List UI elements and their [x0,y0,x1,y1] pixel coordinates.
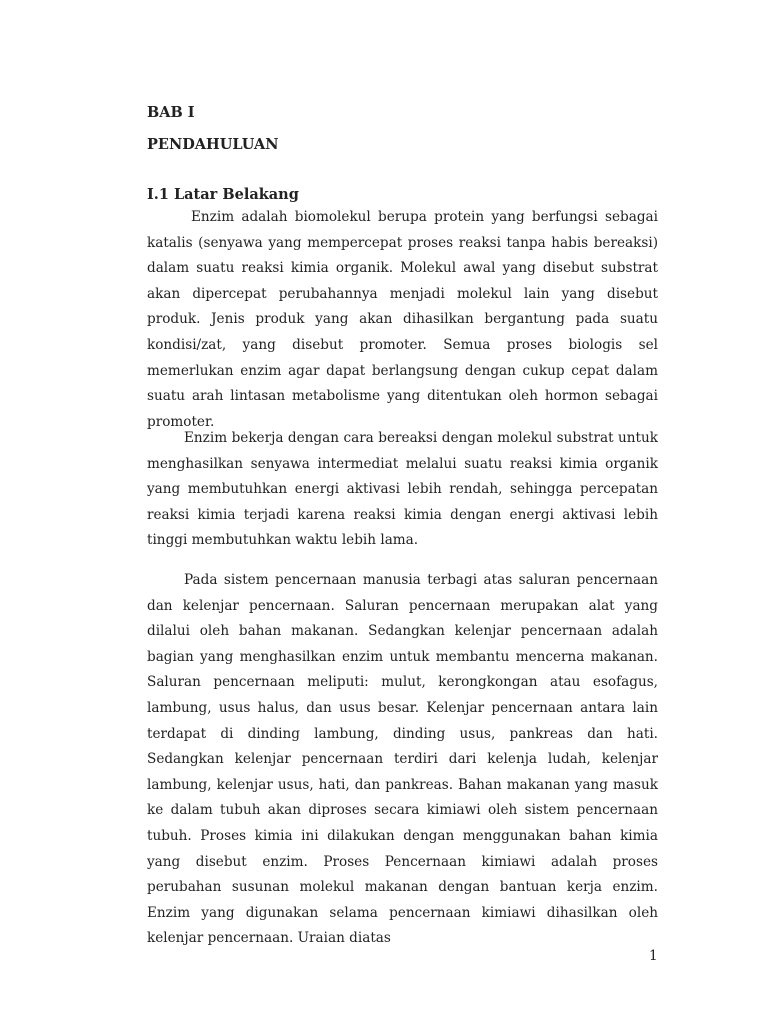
chapter-title: PENDAHULUAN [147,136,279,153]
chapter-heading: BAB I [147,104,195,121]
section-heading: I.1 Latar Belakang [147,186,299,203]
paragraph: Pada sistem pencernaan manusia terbagi atas saluran pencernaan dan kelenjar pencernaan. Saluran pencernaan merupakan alat yang dilalui oleh bahan makanan. Sedangkan kelenjar pencernaan adalah bagian yang menghasilkan enzim untuk membantu mencerna makanan. Saluran pencernaan meliputi: mulut, kerongkongan atau esofagus, lambung, usus halus, dan usus besar. Kelenjar pencernaan antara lain terdapat di dinding lambung, dinding usus, pankreas dan hati. Sedangkan kelenjar pencernaan terdiri dari kelenja ludah, kelenjar lambung, kelenjar usus, hati, dan pankreas. Bahan makanan yang masuk ke dalam tubuh akan diproses secara kimiawi oleh sistem pencernaan tubuh. Proses kimia ini dilakukan dengan menggunakan bahan kimia yang disebut enzim. Proses Pencernaan kimiawi adalah proses perubahan susunan molekul makanan dengan bantuan kerja enzim. Enzim yang digunakan selama pencernaan kimiawi dihasilkan oleh kelenjar pencernaan. Uraian diatas [147,572,658,947]
paragraph: Enzim bekerja dengan cara bereaksi dengan molekul substrat untuk menghasilkan senyawa intermediat melalui suatu reaksi kimia organik yang membutuhkan energi aktivasi lebih rendah, sehingga percepatan reaksi kimia terjadi karena reaksi kimia dengan energi aktivasi lebih tinggi membutuhkan waktu lebih lama. [147,430,658,549]
paragraph: Enzim adalah biomolekul berupa protein yang berfungsi sebagai katalis (senyawa yang mempercepat proses reaksi tanpa habis bereaksi) dalam suatu reaksi kimia organik. Molekul awal yang disebut substrat akan dipercepat perubahannya menjadi molekul lain yang disebut produk. Jenis produk yang akan dihasilkan bergantung pada suatu kondisi/zat, yang disebut promoter. Semua proses biologis sel memerlukan enzim agar dapat berlangsung dengan cukup cepat dalam suatu arah lintasan metabolisme yang ditentukan oleh hormon sebagai promoter. [147,209,658,430]
page-number: 1 [649,948,658,964]
